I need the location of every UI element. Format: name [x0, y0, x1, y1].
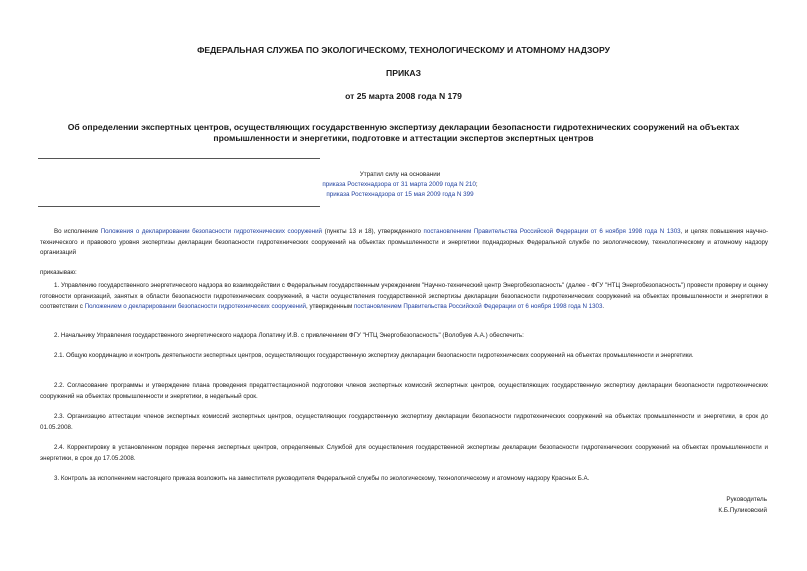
- lost-force-link-1[interactable]: приказа Ростехнадзора от 31 марта 2009 года N 210: [322, 181, 476, 188]
- item-1-link-decree[interactable]: постановлением Правительства Российской Федерации от 6 ноября 1998 года N 1303: [353, 303, 603, 310]
- divider-top: [38, 158, 320, 159]
- item-2-3-paragraph: 2.3. Организацию аттестации членов экспертных комиссий экспертных центров, осуществляющих государственную экспертизу декларации безопасности гидротехнических сооружений на объектах промышленности и энергетики, в срок до 01.05.2008.: [40, 413, 768, 431]
- item-1-text-3: .: [602, 303, 605, 310]
- signature-role: Руководитель: [726, 496, 767, 503]
- agency-heading: ФЕДЕРАЛЬНАЯ СЛУЖБА ПО ЭКОЛОГИЧЕСКОМУ, ТЕХНОЛОГИЧЕСКОМУ И АТОМНОМУ НАДЗОРУ: [197, 45, 610, 55]
- lost-force-note: [300, 170, 500, 200]
- lost-force-caption: Утратил силу на основании: [359, 171, 441, 178]
- signature-name: К.Б.Пуликовский: [718, 507, 767, 514]
- signature-block: [718, 494, 767, 516]
- lost-force-separator: ;: [475, 181, 478, 188]
- divider-bottom: [38, 206, 320, 207]
- item-1-text-2: , утвержденным: [306, 303, 354, 310]
- document-title: Об определении экспертных центров, осуществляющих государственную экспертизу декларации безопасности гидротехнических сооружений на объектах промышленности и энергетики, подготовке и аттестации экспертов экспертных центров: [67, 122, 740, 143]
- preamble-paragraph: [40, 227, 768, 259]
- item-1-paragraph: [40, 281, 768, 313]
- preamble-text-1: Во исполнение: [54, 228, 101, 235]
- document-type: ПРИКАЗ: [386, 68, 421, 78]
- item-2-1-paragraph: 2.1. Общую координацию и контроль деятельности экспертных центров, осуществляющих государственную экспертизу декларации безопасности гидротехнических сооружений на объектах промышленности и энергетики.: [54, 352, 694, 359]
- item-2-4-paragraph: 2.4. Корректировку в установленном порядке перечня экспертных центров, определяемых Службой для осуществления государственной экспертизы декларации безопасности гидротехнических сооружений на объектах промышленности и энергетики, в срок до 17.05.2008.: [40, 444, 768, 462]
- preamble-link-regulation[interactable]: Положения о декларировании безопасности гидротехнических сооружений: [100, 228, 323, 235]
- preamble-text-3: , и целях повышения научно-технического и правового уровня экспертизы декларации безопасности гидротехнических сооружений на объектах промышленности и энергетики поднадзорных Федеральной службе по экологическому, технологическому и атомному надзору организаций: [40, 228, 769, 256]
- order-word: приказываю:: [40, 269, 77, 276]
- item-1-link-regulation[interactable]: Положением о декларировании безопасности гидротехнических сооружений: [84, 303, 306, 310]
- preamble-text-2: (пункты 13 и 18), утвержденного: [322, 228, 424, 235]
- item-2-2-paragraph: 2.2. Согласование программы и утверждение плана проведения предаттестационной подготовки членов экспертных комиссий экспертных центров, осуществляющих государственную экспертизу декларации безопасности гидротехнических сооружений на объектах промышленности и энергетики, в недельный срок.: [40, 382, 768, 400]
- document-date-number: от 25 марта 2008 года N 179: [345, 91, 462, 101]
- preamble-link-decree[interactable]: постановлением Правительства Российской Федерации от 6 ноября 1998 года N 1303: [423, 228, 681, 235]
- item-2-paragraph: 2. Начальнику Управления государственного энергетического надзора Лопатину И.В. с привлечением ФГУ "НТЦ Энергобезопасность" (Волобуев А.А.) обеспечить:: [54, 332, 524, 339]
- item-3-paragraph: 3. Контроль за исполнением настоящего приказа возложить на заместителя руководителя Федеральной службы по экологическому, технологическому и атомному надзору Красных Б.А.: [54, 475, 590, 482]
- item-1-text-1: 1. Управлению государственного энергетического надзора во взаимодействии с Федеральным государственным учреждением "Научно-технический центр Энергобезопасность" (далее - ФГУ "НТЦ Энергобезопасность") провести проверку и оценку готовности организаций, занятых в области безопасности гидротехнических сооружений, в части осуществления государственной экспертизы декларации безопасности гидротехнических сооружений на объектах промышленности и энергетики в соответствии с: [40, 282, 768, 310]
- lost-force-link-2[interactable]: приказа Ростехнадзора от 15 мая 2009 года N 399: [326, 191, 474, 198]
